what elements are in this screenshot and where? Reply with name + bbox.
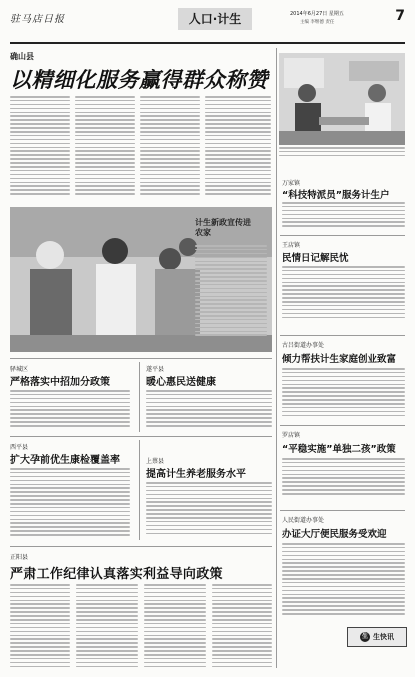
right-story-1-headline: “科技特派员”服务计生户 [282, 190, 390, 201]
right-story-1-kicker: 万家镇 [282, 180, 301, 187]
photo-service-hall [279, 53, 405, 145]
top-rule [10, 42, 405, 44]
right-divider-2 [280, 335, 405, 336]
lead-kicker: 确山县 [10, 52, 34, 61]
lead-body-col-3 [140, 96, 200, 200]
corner-logo-label: 生快讯 [373, 633, 394, 641]
row3-body-col-4 [212, 584, 272, 670]
row3-top-rule [10, 546, 272, 547]
paper-name: 驻马店日报 [10, 14, 65, 25]
right-story-2-headline: 民情日记解民忧 [282, 253, 349, 264]
row2-story-2-headline: 提高计生养老服务水平 [146, 469, 246, 480]
row1-top-rule [10, 358, 272, 359]
right-story-5-headline: 办证大厅便民服务受欢迎 [282, 529, 387, 540]
lead-body-col-2 [75, 96, 135, 200]
lead-body-col-1 [10, 96, 70, 200]
editor-credit: 主编 李继德 责任 [300, 20, 335, 25]
row1-story-1-kicker: 驿城区 [10, 366, 29, 373]
right-story-5-kicker: 人民街道办事处 [282, 517, 325, 524]
row1-story-1-headline: 严格落实中招加分政策 [10, 377, 110, 388]
page-number: 7 [395, 8, 405, 24]
section-title: 人口·计生 [178, 8, 252, 30]
row2-column-rule [139, 440, 140, 540]
row2-story-2-body [146, 482, 272, 540]
right-story-2-kicker: 王店镇 [282, 242, 301, 249]
lead-body-col-4 [205, 96, 271, 200]
right-story-5-body [282, 543, 405, 623]
right-story-3-kicker: 古吕街道办事处 [282, 342, 325, 349]
row2-story-1-body [10, 468, 130, 540]
row2-story-1-headline: 扩大孕前优生康检覆盖率 [10, 455, 120, 466]
corner-logo-mark: 生 [361, 633, 368, 640]
masthead [10, 8, 405, 42]
row2-story-2-kicker: 上蔡县 [146, 458, 165, 465]
right-column-rule [276, 48, 277, 668]
issue-date: 2014年6月27日 星期五 [290, 11, 344, 17]
row1-story-2-kicker: 遂平县 [146, 366, 165, 373]
right-story-1-body [282, 202, 405, 232]
lead-headline: 以精细化服务赢得群众称赞 [10, 68, 268, 92]
row2-story-1-kicker: 西平县 [10, 444, 29, 451]
row1-story-1-body [10, 390, 130, 430]
right-story-3-body [282, 368, 405, 424]
row3-body-col-3 [144, 584, 206, 670]
right-divider-4 [280, 510, 405, 511]
photo-mid-caption-body [195, 245, 267, 345]
row3-body-col-1 [10, 584, 70, 670]
corner-logo [347, 627, 407, 647]
row1-column-rule [139, 362, 140, 432]
right-story-4-kicker: 罗店镇 [282, 432, 301, 439]
row3-body-col-2 [76, 584, 138, 670]
row1-story-2-headline: 暖心惠民送健康 [146, 377, 216, 388]
row2-top-rule [10, 436, 272, 437]
right-story-4-headline: “平稳实施”单独二孩”政策 [282, 444, 396, 455]
photo-top-caption [279, 147, 405, 161]
right-story-2-body [282, 266, 405, 326]
right-story-4-body [282, 458, 405, 500]
right-divider-3 [280, 425, 405, 426]
row3-story-1-headline: 严肃工作纪律认真落实利益导向政策 [10, 567, 223, 582]
row1-story-2-body [146, 390, 272, 430]
photo-mid-overlay-text: 计生新政宣传进农家 [195, 218, 251, 237]
right-story-3-headline: 倾力帮扶计生家庭创业致富 [282, 354, 397, 365]
right-divider-1 [280, 235, 405, 236]
row3-story-1-kicker: 正阳县 [10, 554, 29, 561]
photo-service-hall-graphic [279, 53, 405, 145]
